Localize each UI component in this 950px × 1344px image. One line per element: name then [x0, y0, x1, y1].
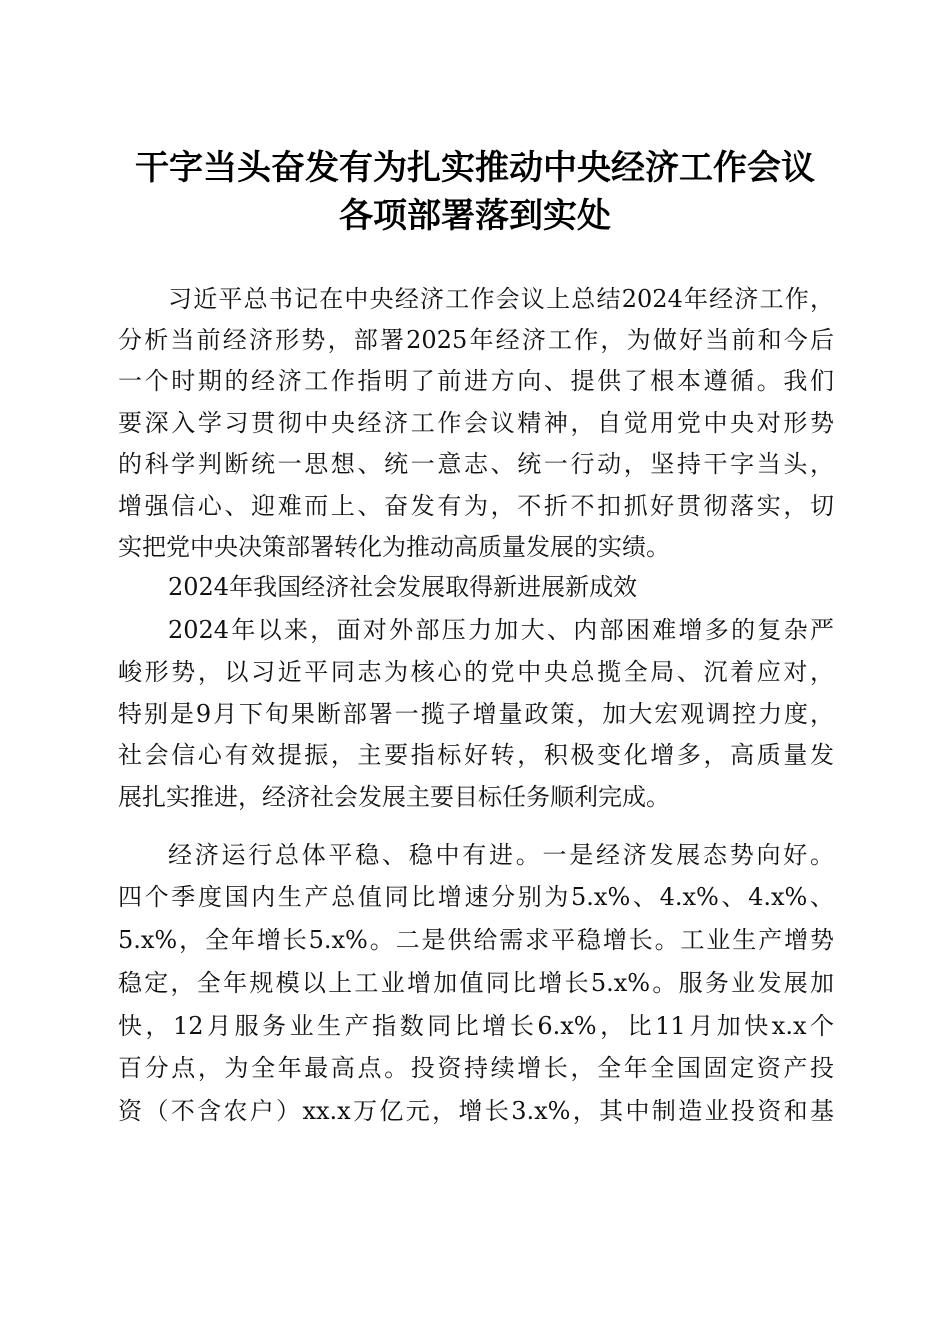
body-line: 的科学判断统一思想、统一意志、统一行动，坚持干字当头， [118, 450, 834, 478]
body-line: 峻形势，以习近平同志为核心的党中央总揽全局、沉着应对， [118, 658, 834, 686]
document-title-line-2: 各项部署落到实处 [339, 196, 611, 236]
body-line: 习近平总书记在中央经济工作会议上总结2024年经济工作， [168, 285, 834, 313]
body-line: 展扎实推进，经济社会发展主要目标任务顺利完成。 [118, 783, 670, 811]
section-heading: 2024年我国经济社会发展取得新进展新成效 [168, 573, 638, 601]
body-line: 一个时期的经济工作指明了前进方向、提供了根本遵循。我们 [118, 367, 834, 395]
body-line: 稳定，全年规模以上工业增加值同比增长5.x%。服务业发展加 [118, 969, 834, 997]
body-line: 实把党中央决策部署转化为推动高质量发展的实绩。 [118, 533, 670, 561]
body-line: 要深入学习贯彻中央经济工作会议精神，自觉用党中央对形势 [118, 409, 834, 437]
document-title-line-1: 干字当头奋发有为扎实推动中央经济工作会议 [135, 148, 815, 188]
body-line: 社会信心有效提振，主要指标好转，积极变化增多，高质量发 [118, 741, 834, 769]
body-line: 四个季度国内生产总值同比增速分别为5.x%、4.x%、4.x%、 [118, 883, 834, 911]
body-line: 百分点，为全年最高点。投资持续增长，全年全国固定资产投 [118, 1054, 834, 1082]
body-line: 5.x%，全年增长5.x%。二是供给需求平稳增长。工业生产增势 [118, 926, 834, 954]
body-line: 经济运行总体平稳、稳中有进。一是经济发展态势向好。 [168, 841, 834, 869]
body-line: 2024年以来，面对外部压力加大、内部困难增多的复杂严 [168, 616, 834, 644]
body-line: 资（不含农户）xx.x万亿元，增长3.x%，其中制造业投资和基 [118, 1097, 834, 1125]
body-line: 分析当前经济形势，部署2025年经济工作，为做好当前和今后 [118, 326, 834, 354]
body-line: 快，12月服务业生产指数同比增长6.x%，比11月加快x.x个 [118, 1012, 834, 1040]
body-line: 特别是9月下旬果断部署一揽子增量政策，加大宏观调控力度， [118, 700, 834, 728]
body-line: 增强信心、迎难而上、奋发有为，不折不扣抓好贯彻落实，切 [118, 492, 834, 520]
